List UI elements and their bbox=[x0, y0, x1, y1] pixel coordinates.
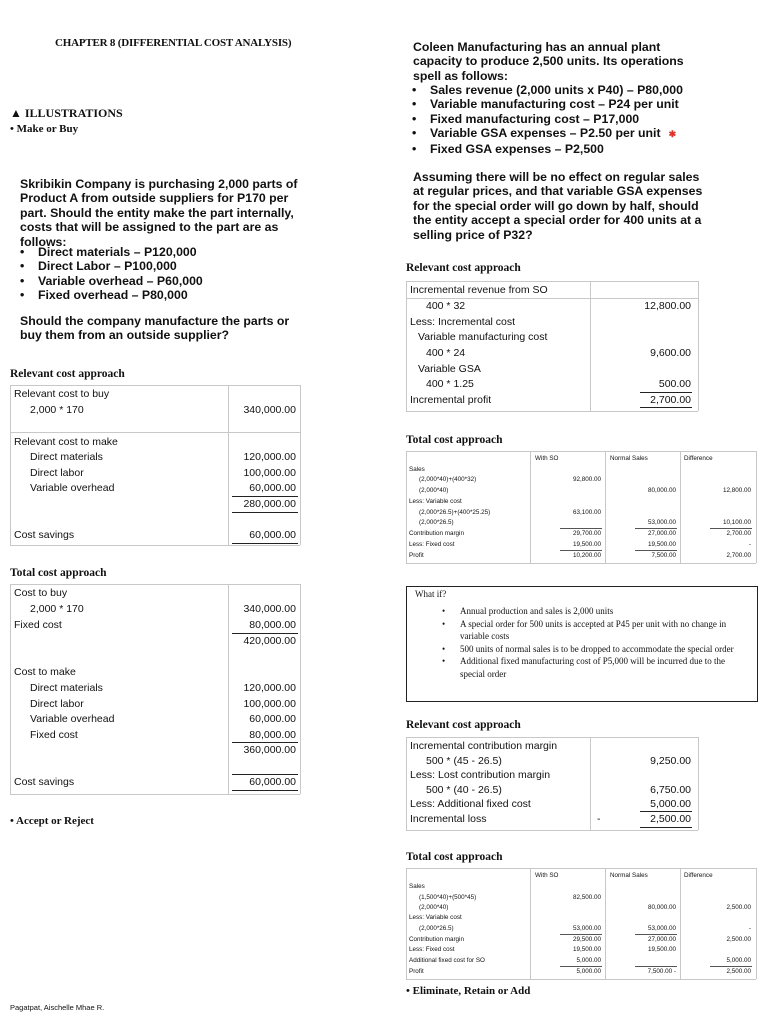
savings-label: Cost savings bbox=[14, 529, 75, 541]
savings-label: Cost savings bbox=[14, 776, 75, 788]
cell-normal: 19,500.00 bbox=[647, 946, 676, 953]
vo-label: Variable overhead bbox=[30, 482, 115, 494]
cell-with: 63,100.00 bbox=[572, 509, 601, 516]
buy-calc: 2,000 * 170 bbox=[30, 603, 84, 615]
rev-calc: 400 * 32 bbox=[426, 300, 466, 312]
row-label: (2,000*40) bbox=[419, 904, 449, 911]
cell-diff: 2,700.00 bbox=[726, 552, 751, 559]
list-item: • Sales revenue (2,000 units x P40) – P80,000 bbox=[408, 83, 708, 97]
chapter-title: CHAPTER 8 (DIFFERENTIAL COST ANALYSIS) bbox=[55, 37, 292, 49]
afc-value: 5,000.00 bbox=[650, 798, 691, 810]
cell-with: 92,800.00 bbox=[572, 476, 601, 483]
cell-with: 29,500.00 bbox=[572, 936, 601, 943]
cell-with: 19,500.00 bbox=[572, 541, 601, 548]
row-label: Less: Variable cost bbox=[409, 914, 462, 921]
col-with-so: With SO bbox=[535, 872, 559, 879]
dl-label: Direct labor bbox=[30, 467, 84, 479]
row-label: Less: Variable cost bbox=[409, 498, 462, 505]
list-item: • Fixed GSA expenses – P2,500 bbox=[408, 142, 708, 156]
vgsa-label: Variable GSA bbox=[418, 363, 481, 375]
row-label: Contribution margin bbox=[409, 530, 464, 537]
loss-dash: - bbox=[597, 813, 601, 825]
row-label: Less: Fixed cost bbox=[409, 946, 455, 953]
make-label: Cost to make bbox=[14, 666, 76, 678]
list-item: • Annual production and sales is 2,000 units bbox=[438, 605, 743, 618]
cell-with: 82,500.00 bbox=[572, 894, 601, 901]
skribikin-cost-list bbox=[16, 245, 306, 303]
skribikin-question: Should the company manufacture the parts or buy them from an outside supplier? bbox=[20, 314, 290, 343]
cell-normal: 19,500.00 bbox=[647, 541, 676, 548]
list-item: • Variable overhead – P60,000 bbox=[16, 274, 306, 288]
section-title: Relevant cost approach bbox=[10, 368, 125, 380]
row-label: Profit bbox=[409, 968, 424, 975]
dm-label: Direct materials bbox=[30, 451, 103, 463]
loss-value: 2,500.00 bbox=[650, 813, 691, 825]
row-label: Additional fixed cost for SO bbox=[409, 957, 485, 964]
cell-normal: 53,000.00 bbox=[647, 519, 676, 526]
savings-value: 60,000.00 bbox=[249, 529, 296, 541]
make-total: 360,000.00 bbox=[243, 744, 296, 756]
col-difference: Difference bbox=[684, 872, 713, 879]
cell-with: 10,200.00 bbox=[572, 552, 601, 559]
cell-diff: 10,100.00 bbox=[722, 519, 751, 526]
dl-value: 100,000.00 bbox=[243, 467, 296, 479]
lost-calc: 500 * (40 - 26.5) bbox=[426, 784, 502, 796]
cell-with: 29,700.00 bbox=[572, 530, 601, 537]
eliminate-retain-add-heading: • Eliminate, Retain or Add bbox=[406, 985, 531, 997]
less-label: Less: Incremental cost bbox=[410, 316, 516, 328]
row-label: Sales bbox=[409, 466, 425, 473]
profit-value: 2,700.00 bbox=[650, 394, 691, 406]
col-difference: Difference bbox=[684, 455, 713, 462]
vo-value: 60,000.00 bbox=[249, 482, 296, 494]
buy-value: 340,000.00 bbox=[243, 404, 296, 416]
row-label: (2,000*40)+(400*32) bbox=[419, 476, 477, 483]
cell-normal: 7,500.00 - bbox=[647, 968, 676, 975]
cell-with: 5,000.00 bbox=[576, 968, 601, 975]
dl-value: 100,000.00 bbox=[243, 698, 296, 710]
cell-with: 19,500.00 bbox=[572, 946, 601, 953]
fc-label: Fixed cost bbox=[30, 729, 78, 741]
cell-normal: 53,000.00 bbox=[647, 925, 676, 932]
savings-value: 60,000.00 bbox=[249, 776, 296, 788]
skribikin-intro: Skribikin Company is purchasing 2,000 parts of Product A from outside suppliers for P170 per part. Should the entity make the part internally, costs that will be assigned to the part are as follows: bbox=[20, 177, 298, 249]
row-label: (1,500*40)+(500*45) bbox=[419, 894, 477, 901]
row-label: Less: Fixed cost bbox=[409, 541, 455, 548]
vo-label: Variable overhead bbox=[30, 713, 115, 725]
list-item: • Direct materials – P120,000 bbox=[16, 245, 306, 259]
buy-label: Cost to buy bbox=[14, 587, 68, 599]
dm-value: 120,000.00 bbox=[243, 682, 296, 694]
cell-diff: 5,000.00 bbox=[726, 957, 751, 964]
buy-value: 340,000.00 bbox=[243, 603, 296, 615]
list-item: • Direct Labor – P100,000 bbox=[16, 259, 306, 273]
cell-normal: 80,000.00 bbox=[647, 487, 676, 494]
cell-normal: 80,000.00 bbox=[647, 904, 676, 911]
vmc-label: Variable manufacturing cost bbox=[418, 331, 548, 343]
cell-diff: 12,800.00 bbox=[722, 487, 751, 494]
dm-value: 120,000.00 bbox=[243, 451, 296, 463]
list-item: • Fixed manufacturing cost – P17,000 bbox=[408, 112, 708, 126]
buy-calc: 2,000 * 170 bbox=[30, 404, 84, 416]
vgsa-value: 500.00 bbox=[658, 378, 691, 390]
cell-with: 5,000.00 bbox=[576, 957, 601, 964]
make-label: Relevant cost to make bbox=[14, 436, 118, 448]
fixed-label: Fixed cost bbox=[14, 619, 62, 631]
red-marker-icon: ✱ bbox=[668, 129, 677, 140]
dl-label: Direct labor bbox=[30, 698, 84, 710]
illustrations-heading: ▲ ILLUSTRATIONS bbox=[10, 106, 123, 120]
cell-diff: - bbox=[748, 541, 751, 548]
icm-calc: 500 * (45 - 26.5) bbox=[426, 755, 502, 767]
buy-total: 420,000.00 bbox=[243, 635, 296, 647]
row-label: Contribution margin bbox=[409, 936, 464, 943]
author-footer: Pagatpat, Aischelle Mhae R. bbox=[10, 1003, 105, 1012]
lost-label: Less: Lost contribution margin bbox=[410, 769, 551, 781]
section-title: Total cost approach bbox=[406, 851, 503, 863]
col-normal-sales: Normal Sales bbox=[610, 455, 648, 462]
list-item: • Variable manufacturing cost – P24 per unit bbox=[408, 97, 708, 111]
profit-label: Incremental profit bbox=[410, 394, 492, 406]
section-title: Total cost approach bbox=[10, 567, 107, 579]
cell-diff: 2,500.00 bbox=[726, 968, 751, 975]
row-label: (2,000*26.5) bbox=[419, 925, 454, 932]
cell-with: 53,000.00 bbox=[572, 925, 601, 932]
afc-label: Less: Additional fixed cost bbox=[410, 798, 531, 810]
section-title: Relevant cost approach bbox=[406, 719, 521, 731]
fixed-value: 80,000.00 bbox=[249, 619, 296, 631]
dm-label: Direct materials bbox=[30, 682, 103, 694]
rev-value: 12,800.00 bbox=[644, 300, 691, 312]
list-item: • Additional fixed manufacturing cost of P5,000 will be incurred due to the special order bbox=[438, 655, 743, 680]
section-title: Total cost approach bbox=[406, 434, 503, 446]
coleen-operations-list bbox=[408, 83, 708, 156]
list-item: • 500 units of normal sales is to be dropped to accommodate the special order bbox=[438, 643, 743, 656]
rev-label: Incremental revenue from SO bbox=[410, 284, 548, 296]
cell-diff: 2,500.00 bbox=[726, 904, 751, 911]
vo-value: 60,000.00 bbox=[249, 713, 296, 725]
what-if-list bbox=[438, 605, 743, 680]
row-label: Profit bbox=[409, 552, 424, 559]
buy-label: Relevant cost to buy bbox=[14, 388, 110, 400]
cell-diff: 2,500.00 bbox=[726, 936, 751, 943]
row-label: (2,000*40) bbox=[419, 487, 449, 494]
vmc-calc: 400 * 24 bbox=[426, 347, 466, 359]
list-item-text: Variable GSA expenses – P2.50 per unit bbox=[430, 126, 661, 141]
make-or-buy-heading: • Make or Buy bbox=[10, 123, 79, 135]
col-normal-sales: Normal Sales bbox=[610, 872, 648, 879]
col-with-so: With SO bbox=[535, 455, 559, 462]
list-item bbox=[408, 126, 708, 141]
list-item: • A special order for 500 units is accepted at P45 per unit with no change in variable costs bbox=[438, 618, 743, 643]
cell-diff: - bbox=[748, 925, 751, 932]
row-label: (2,000*26.5)+(400*25.25) bbox=[419, 509, 491, 516]
cell-normal: 27,000.00 bbox=[647, 936, 676, 943]
vgsa-calc: 400 * 1.25 bbox=[426, 378, 474, 390]
coleen-question: Assuming there will be no effect on regular sales at regular prices, and that variable GSA expenses for the special order will go down by half, should the entity accept a special order for 400 units at a selling price of P32? bbox=[413, 170, 703, 242]
coleen-intro: Coleen Manufacturing has an annual plant capacity to produce 2,500 units. Its operations spell as follows: bbox=[413, 40, 684, 83]
cell-diff: 2,700.00 bbox=[726, 530, 751, 537]
accept-or-reject-heading: • Accept or Reject bbox=[10, 815, 94, 827]
fc-value: 80,000.00 bbox=[249, 729, 296, 741]
row-label: (2,000*26.5) bbox=[419, 519, 454, 526]
make-total: 280,000.00 bbox=[243, 498, 296, 510]
section-title: Relevant cost approach bbox=[406, 262, 521, 274]
icm-value: 9,250.00 bbox=[650, 755, 691, 767]
vmc-value: 9,600.00 bbox=[650, 347, 691, 359]
row-label: Sales bbox=[409, 883, 425, 890]
list-item: • Fixed overhead – P80,000 bbox=[16, 288, 306, 302]
cell-normal: 27,000.00 bbox=[647, 530, 676, 537]
lost-value: 6,750.00 bbox=[650, 784, 691, 796]
what-if-title: What if? bbox=[415, 589, 447, 599]
loss-label: Incremental loss bbox=[410, 813, 487, 825]
icm-label: Incremental contribution margin bbox=[410, 740, 558, 752]
cell-normal: 7,500.00 bbox=[651, 552, 676, 559]
